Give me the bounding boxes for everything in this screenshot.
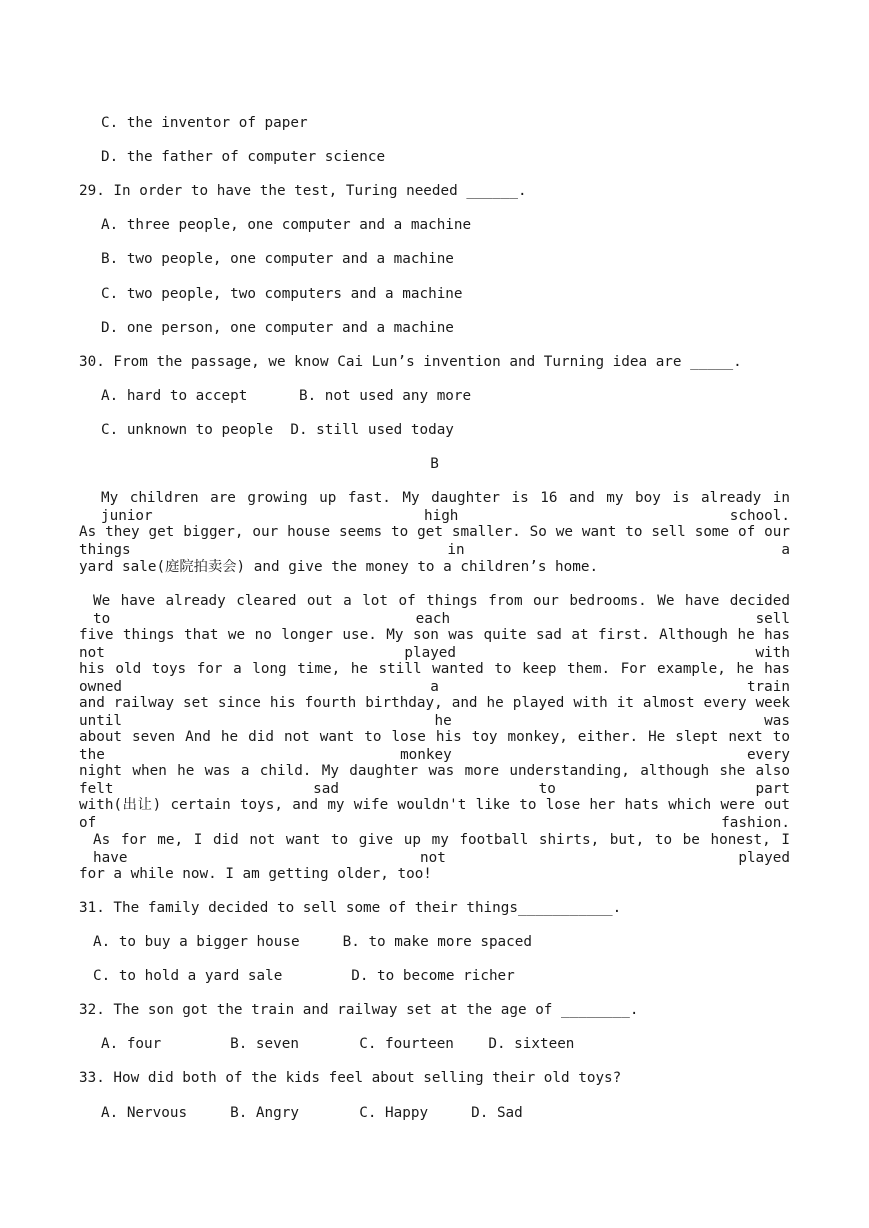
passage-line: his old toys for a long time, he still wanted to keep them. For example, he has owned a train	[79, 661, 790, 695]
q32-question: 32. The son got the train and railway set at the age of ________.	[79, 1002, 639, 1018]
q31-options-row1: A. to buy a bigger house B. to make more spaced	[93, 934, 532, 950]
q30-question: 30. From the passage, we know Cai Lun’s invention and Turning idea are _____.	[79, 354, 742, 370]
passage-line: My children are growing up fast. My daughter is 16 and my boy is already in junior high school.	[101, 490, 790, 524]
passage-line: with(出让) certain toys, and my wife wouldn't like to lose her hats which were out of fashion.	[79, 797, 790, 831]
q31-question: 31. The family decided to sell some of their things___________.	[79, 900, 622, 916]
passage-heading: B	[430, 456, 439, 472]
passage-line: We have already cleared out a lot of things from our bedrooms. We have decided to each sell	[93, 593, 790, 627]
q29-option-c: C. two people, two computers and a machine	[101, 286, 463, 302]
passage-line: yard sale(庭院拍卖会) and give the money to a children’s home.	[79, 559, 599, 575]
q30-options-row2: C. unknown to people D. still used today	[101, 422, 454, 438]
q28-option-c: C. the inventor of paper	[101, 115, 308, 131]
passage-line: and railway set since his fourth birthday, and he played with it almost every week until he was	[79, 695, 790, 729]
q28-option-d: D. the father of computer science	[101, 149, 386, 165]
passage-line: As they get bigger, our house seems to get smaller. So we want to sell some of our things in a	[79, 524, 790, 558]
passage-line: for a while now. I am getting older, too!	[79, 866, 432, 882]
q33-question: 33. How did both of the kids feel about selling their old toys?	[79, 1070, 622, 1086]
q29-option-a: A. three people, one computer and a machine	[101, 217, 472, 233]
q29-option-d: D. one person, one computer and a machine	[101, 320, 454, 336]
passage-line: about seven And he did not want to lose his toy monkey, either. He slept next to the monkey every	[79, 729, 790, 763]
q33-options-row1: A. Nervous B. Angry C. Happy D. Sad	[101, 1105, 523, 1121]
passage-line: As for me, I did not want to give up my football shirts, but, to be honest, I have not played	[93, 832, 790, 866]
q29-option-b: B. two people, one computer and a machine	[101, 251, 454, 267]
q31-options-row2: C. to hold a yard sale D. to become richer	[93, 968, 515, 984]
passage-line: five things that we no longer use. My son was quite sad at first. Although he has not played with	[79, 627, 790, 661]
q32-options-row1: A. four B. seven C. fourteen D. sixteen	[101, 1036, 575, 1052]
passage-line: night when he was a child. My daughter was more understanding, although she also felt sad to part	[79, 763, 790, 797]
q29-question: 29. In order to have the test, Turing needed ______.	[79, 183, 527, 199]
q30-options-row1: A. hard to accept B. not used any more	[101, 388, 472, 404]
